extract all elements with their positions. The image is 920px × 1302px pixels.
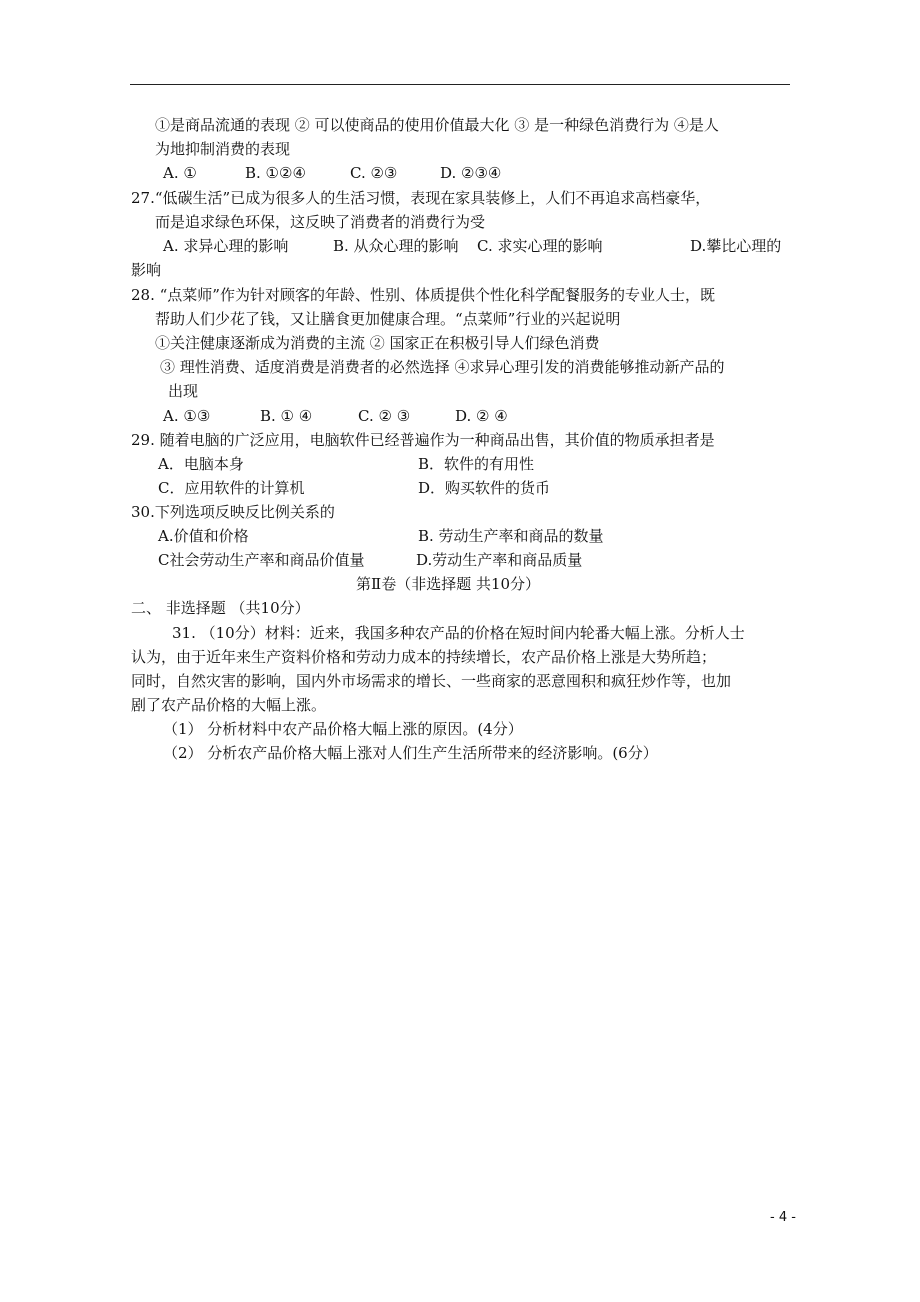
q26-option-a: A. ① bbox=[163, 164, 197, 182]
q29-option-d: D．购买软件的货币 bbox=[418, 479, 551, 497]
q28-option-a: A. ①③ bbox=[163, 407, 211, 425]
q26-option-b: B. ①②④ bbox=[245, 164, 306, 182]
q28-option-d: D. ② ④ bbox=[455, 407, 508, 425]
q28-statement-1-2: ①关注健康逐渐成为消费的主流 ② 国家正在积极引导人们绿色消费 bbox=[155, 334, 600, 352]
q26-option-c: C. ②③ bbox=[350, 164, 398, 182]
q31-material-line1: 31. （10分）材料：近来，我国多种农产品的价格在短时间内轮番大幅上涨。分析人士 bbox=[172, 624, 745, 642]
q29-option-a: A．电脑本身 bbox=[158, 455, 244, 473]
page-number: - 4 - bbox=[770, 1210, 796, 1225]
q27-option-a: A. 求异心理的影响 bbox=[163, 237, 289, 255]
q26-statement-line1: ①是商品流通的表现 ② 可以使商品的使用价值最大化 ③ 是一种绿色消费行为 ④是人 bbox=[155, 116, 719, 134]
q28-stem-line1: 28. “点菜师”作为针对顾客的年龄、性别、体质提供个性化科学配餐服务的专业人士，既 bbox=[131, 286, 715, 304]
q30-option-c: C社会劳动生产率和商品价值量 bbox=[158, 551, 365, 569]
q29-stem: 29. 随着电脑的广泛应用，电脑软件已经普遍作为一种商品出售，其价值的物质承担者是 bbox=[131, 431, 715, 449]
q28-statement-3-4: ③ 理性消费、适度消费是消费者的必然选择 ④求异心理引发的消费能够推动新产品的 bbox=[160, 358, 725, 376]
q29-option-c: C．应用软件的计算机 bbox=[158, 479, 305, 497]
q28-statement-continued: 出现 bbox=[168, 382, 199, 400]
q26-option-d: D. ②③④ bbox=[440, 164, 502, 182]
q27-stem-line1: 27.“低碳生活”已成为很多人的生活习惯，表现在家具装修上，人们不再追求高档豪华， bbox=[131, 189, 711, 207]
q31-subquestion-2: （2） 分析农产品价格大幅上涨对人们生产生活所带来的经济影响。(6分） bbox=[163, 744, 658, 762]
q29-option-b: B．软件的有用性 bbox=[418, 455, 535, 473]
q30-option-b: B. 劳动生产率和商品的数量 bbox=[418, 527, 604, 545]
q27-option-b: B. 从众心理的影响 bbox=[333, 237, 459, 255]
q28-stem-line2: 帮助人们少花了钱，又让膳食更加健康合理。“点菜师”行业的兴起说明 bbox=[155, 310, 621, 328]
q30-option-d: D.劳动生产率和商品质量 bbox=[416, 551, 583, 569]
q31-material-line4: 剧了农产品价格的大幅上涨。 bbox=[131, 696, 327, 714]
q27-option-d-continued: 影响 bbox=[131, 261, 162, 279]
q27-option-c: C. 求实心理的影响 bbox=[477, 237, 603, 255]
q27-stem-line2: 而是追求绿色环保，这反映了消费者的消费行为受 bbox=[155, 213, 486, 231]
q28-option-c: C. ② ③ bbox=[358, 407, 411, 425]
q31-subquestion-1: （1） 分析材料中农产品价格大幅上涨的原因。(4分） bbox=[163, 720, 523, 738]
q26-statement-line2: 为地抑制消费的表现 bbox=[155, 140, 291, 158]
q30-option-a: A.价值和价格 bbox=[158, 527, 249, 545]
q31-material-line2: 认为，由于近年来生产资料价格和劳动力成本的持续增长，农产品价格上涨是大势所趋； bbox=[131, 648, 717, 666]
q28-option-b: B. ① ④ bbox=[260, 407, 313, 425]
q30-stem: 30.下列选项反映反比例关系的 bbox=[131, 503, 335, 521]
header-rule bbox=[130, 84, 790, 85]
part-heading: 二、 非选择题 （共10分） bbox=[131, 599, 310, 617]
section-title: 第Ⅱ卷（非选择题 共10分） bbox=[356, 575, 541, 593]
q27-option-d: D.攀比心理的 bbox=[690, 237, 782, 255]
q31-material-line3: 同时，自然灾害的影响，国内外市场需求的增长、一些商家的恶意囤积和疯狂炒作等，也加 bbox=[131, 672, 732, 690]
